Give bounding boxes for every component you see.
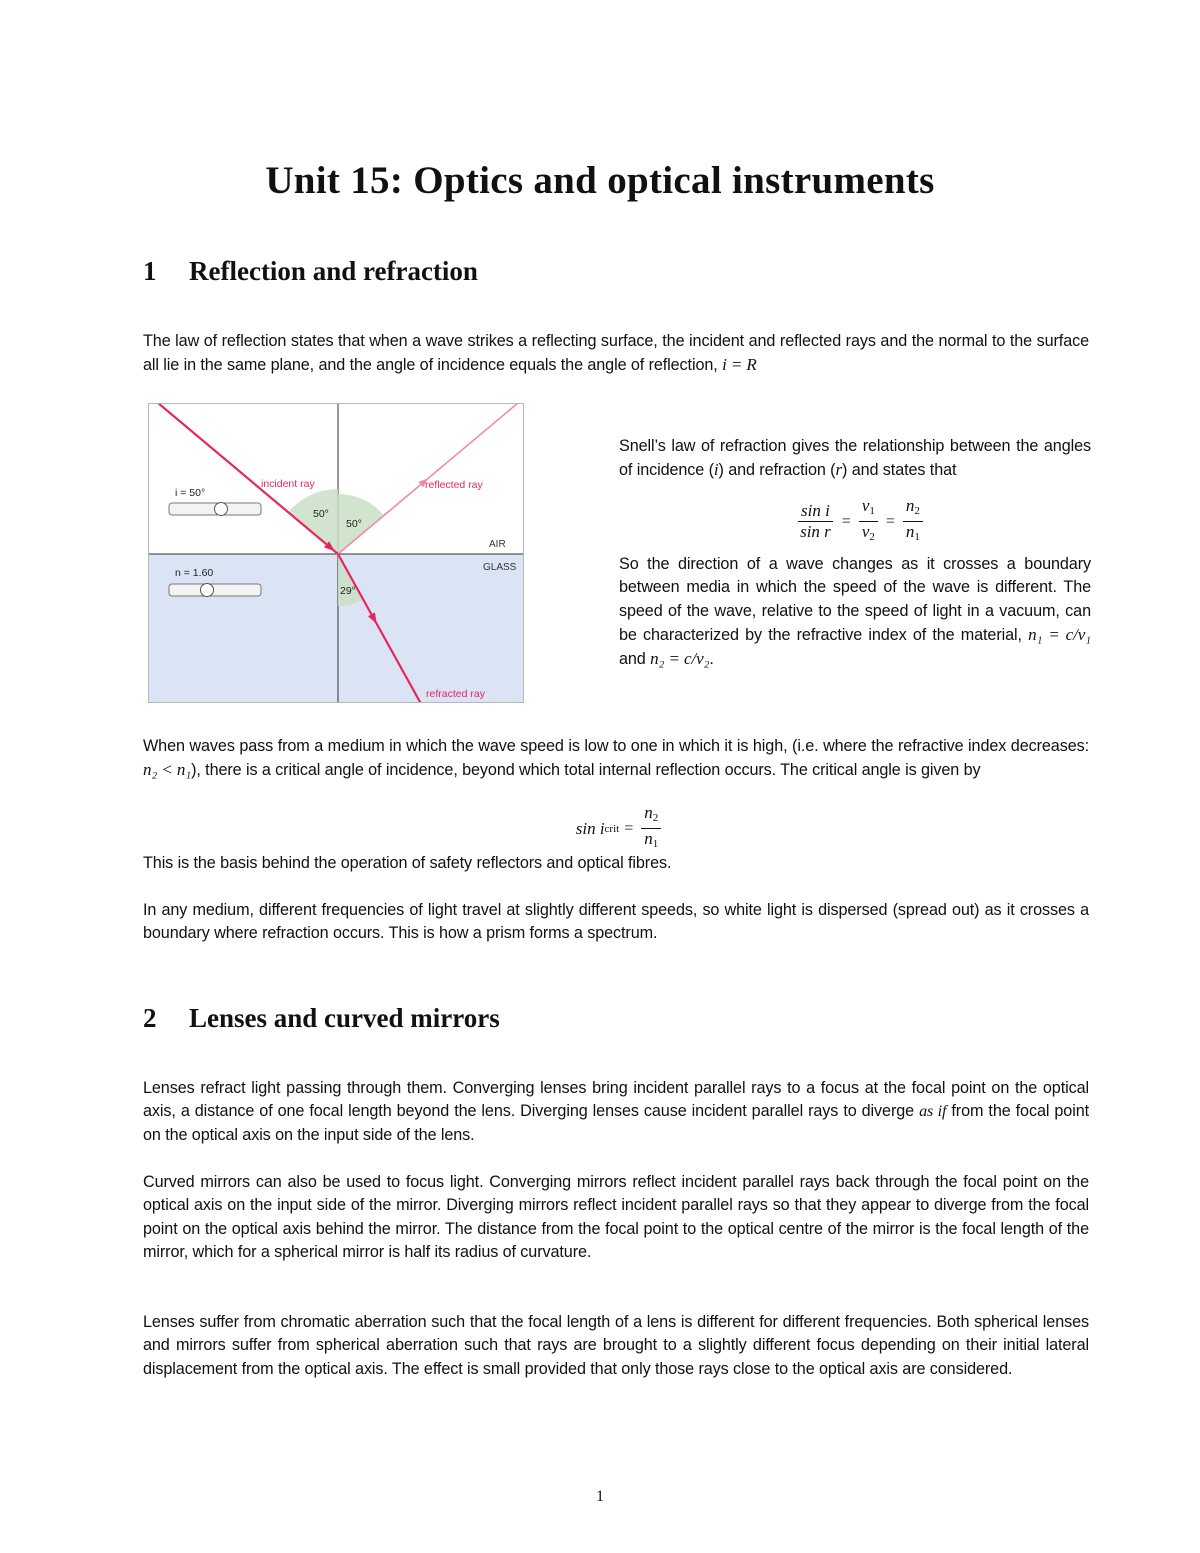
snell-frac-1-num: sin i — [798, 501, 833, 522]
refraction-diagram-svg — [149, 404, 524, 703]
snell-frac-2: $\frac{v_1}{v_2}$ — [859, 496, 878, 547]
snell-frac-1 — [797, 501, 834, 542]
crit-den-sub: 1 — [652, 838, 659, 850]
refracted-ray-label: refracted ray — [426, 688, 485, 700]
snell-equals-1: = — [841, 512, 851, 530]
critical-angle-equation — [500, 803, 740, 854]
crit-num: n — [644, 803, 653, 822]
mirrors-paragraph: Curved mirrors can also be used to focus light. Converging mirrors reflect incident parallel rays back through the focal point on the optical axis on the input side of the mirror. Diverging mirrors reflect incident parallel rays so that they appear to diverge from the focal point on the optical axis behind the mirror. The distance from the focal point to the optical centre of the mirror is the focal length of the mirror, which for a spherical mirror is half its radius of curvature. — [143, 1173, 1089, 1261]
snell-text-3: ) and states that — [842, 461, 957, 480]
reflection-angle-value: 50° — [346, 518, 362, 530]
incident-ray-label: incident ray — [261, 478, 315, 490]
section-1-heading — [143, 256, 478, 287]
section-2-number: 2 — [143, 1003, 157, 1033]
refractive-index-paragraph: So the direction of a wave changes as it crosses a boundary between media in which the speed of the wave is different. The speed of the wave, relative to the speed of light in a vacuum, can be characterized by the refractive index of the material, n₁ = c/v₁ and n₂ = c/v₂. — [619, 555, 1091, 669]
refraction-diagram — [148, 403, 524, 703]
snell-equation — [760, 496, 960, 547]
aberration-paragraph: Lenses suffer from chromatic aberration such that the focal length of a lens is different for different frequencies. Both spherical lenses and mirrors suffer from spherical aberration such that rays are brought to a slightly different focus depending on their initial lateral displacement from the optical axis. The effect is small provided that only those rays close to the optical axis are considered. — [143, 1313, 1089, 1378]
index-slider-track[interactable] — [169, 584, 261, 596]
incidence-slider-label: i = 50° — [175, 487, 206, 499]
crit-fraction — [641, 803, 661, 854]
snell-text-2: ) and refraction ( — [718, 461, 836, 480]
incidence-slider-knob[interactable] — [215, 503, 228, 516]
critical-angle-paragraph — [143, 735, 1089, 783]
snell-frac-3-num: n — [905, 496, 915, 515]
law-of-reflection-text: The law of reflection states that when a wave strikes a reflecting surface, the incident and reflected rays and the normal to the surface all lie in the same plane, and the angle of incidence equals the angle of reflection, — [143, 332, 1089, 375]
lenses-text-2: from the focal point on the optical axis on the input side of the lens. — [143, 1102, 1089, 1144]
n1-definition: n₁ = c/v₁ — [1028, 624, 1091, 644]
snell-r: r — [835, 460, 843, 480]
lenses-text-1: Lenses refract light passing through them. Converging lenses bring incident parallel rays to a focus at the focal point on the optical axis, a distance of one focal length beyond the lens. Diverging lenses cause incident parallel rays to diverge — [143, 1079, 1089, 1121]
snell-frac-1-den: sin r — [800, 522, 831, 541]
n2-definition: n₂ = c/v₂ — [650, 649, 710, 669]
crit-lhs: sin i — [575, 818, 605, 838]
crit-den: n — [644, 829, 653, 848]
snell-text-1: Snell’s law of refraction gives the relationship between the angles of incidence ( — [619, 437, 1091, 480]
lenses-emphasis: as if — [919, 1103, 947, 1121]
page-title: Unit 15: Optics and optical instruments — [265, 159, 935, 202]
index-slider-label: n = 1.60 — [175, 567, 214, 579]
snell-law-paragraph — [619, 435, 1091, 483]
section-2-heading — [143, 1003, 500, 1034]
air-label: AIR — [489, 539, 506, 550]
section-2-title: Lenses and curved mirrors — [189, 1003, 500, 1033]
crit-subscript: crit — [604, 822, 620, 835]
glass-label: GLASS — [483, 562, 517, 573]
snell-frac-3: $\frac{n_2}{n_1}$ — [903, 496, 923, 547]
critical-angle-text-1: When waves pass from a medium in which the wave speed is low to one in which it is high, (i.e. where the refractive index decreases: — [143, 737, 1089, 755]
section-1-title: Reflection and refraction — [189, 256, 478, 286]
snell-frac-2-den: v — [861, 522, 870, 541]
page-number: 1 — [596, 1488, 604, 1505]
snell-frac-3-den: n — [905, 522, 915, 541]
section-1-number: 1 — [143, 256, 157, 286]
crit-equals: = — [624, 819, 634, 837]
crit-num-sub: 2 — [652, 812, 659, 824]
index-slider-knob[interactable] — [201, 584, 214, 597]
and-word: and — [619, 650, 646, 669]
dispersion-paragraph: In any medium, different frequencies of light travel at slightly different speeds, so white light is dispersed (spread out) as it crosses a boundary where refraction occurs. This is how a prism forms a spectrum. — [143, 901, 1089, 943]
refractive-index-text: So the direction of a wave changes as it crosses a boundary between media in which the speed of the wave is different. The speed of the wave, relative to the speed of light in a vacuum, can be characterized by the refractive index of the material, — [619, 555, 1091, 644]
safety-reflectors-paragraph: This is the basis behind the operation of safety reflectors and optical fibres. — [143, 854, 672, 872]
critical-angle-text-2: ), there is a critical angle of incidence, beyond which total internal reflection occurs. The critical angle is given by — [191, 761, 981, 780]
law-of-reflection-paragraph — [143, 330, 1089, 378]
reflected-ray-label: reflected ray — [425, 479, 483, 491]
snell-i: i — [713, 460, 719, 480]
refraction-angle-value: 29° — [340, 585, 356, 597]
snell-equals-2: = — [885, 512, 895, 530]
incidence-angle-value: 50° — [313, 508, 329, 520]
lenses-paragraph — [143, 1077, 1089, 1147]
index-inequality: n₂ < n₁ — [143, 760, 192, 780]
reflection-equation: i = R — [722, 355, 757, 375]
snell-frac-2-num: v — [861, 496, 870, 515]
